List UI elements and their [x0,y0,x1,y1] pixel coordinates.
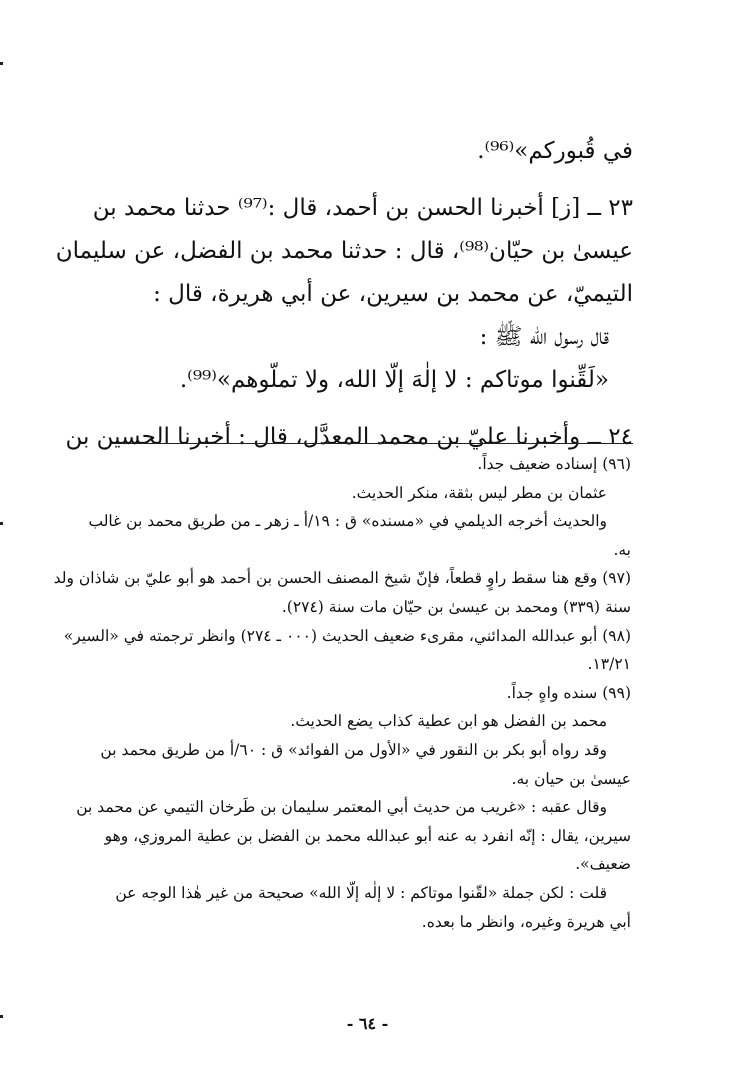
main-line: في قُبوركم»⁽⁹⁶⁾. [477,138,633,164]
footnotes [53,450,631,936]
page-number: - ٦٤ - [346,1014,389,1033]
footnote-96: (٩٦) إسناده ضعيف جداً. [477,455,631,473]
footnote-divider [113,443,633,444]
footnote-line: ١٣/٢١. [587,655,631,674]
hadith-quote: «لَقِّنوا موتاكم : لا إلٰهَ إلّا الله، ولا تملّوهم»⁽⁹⁹⁾. [179,367,609,393]
footnote-line: وقد رواه أبو بكر بن النقور في «الأول من الفوائد» ق : ٦٠/أ من طريق محمد بن [100,740,607,759]
footnote-line: أبي هريرة وغيره، وانظر ما بعده. [421,912,631,931]
main-line: التيميّ، عن محمد بن سيرين، عن أبي هريرة، قال : [153,281,633,307]
footnote-99: (٩٩) سنده واهٍ جداً. [506,683,631,702]
footnote-line: والحديث أخرجه الديلمي في «مسنده» ق : ١٩/أ ـ زهر ـ من طريق محمد بن غالب [88,512,607,531]
hadith-24-line: ٢٤ ــ وأخبرنا عليّ بن محمد المعدَّل، قال : أخبرنا الحسين بن [65,424,633,450]
main-line: عيسىٰ بن حيّان⁽⁹⁸⁾، قال : حدثنا محمد بن الفضل، عن سليمان [55,238,633,264]
footnote-line: به. [613,540,631,559]
hadith-23-line: ٢٣ ــ [ز] أخبرنا الحسن بن أحمد، قال :⁽⁹⁷⁾ حدثنا محمد بن [92,195,633,221]
footnote-line: قلت : لكن جملة «لقّنوا موتاكم : لا إلٰه إلّا الله» صحيحة من غير هٰذا الوجه عن [115,883,607,902]
scan-edge-mark [0,62,3,65]
main-text [55,130,633,459]
main-line: قال رسول الله ﷺ : [479,324,609,350]
footnote-line: سيرين، يقال : إنّه انفرد به عنه أبو عبدالله محمد بن الفضل بن عطية المروزي، وهو [104,826,631,845]
footnote-line: محمد بن الفضل هو ابن عطية كذاب يضع الحديث. [290,712,607,731]
footnote-line: ضعيف». [575,855,631,874]
footnote-line: وقال عقبه : «غريب من حديث أبي المعتمر سليمان بن طَرخان التيمي عن محمد بن [76,798,607,817]
footnote-line: عيسىٰ بن حيان به. [511,769,631,788]
footnote-line: سنة (٣٣٩) ومحمد بن عيسىٰ بن حيّان مات سنة (٢٧٤). [281,597,631,616]
footnote-98: (٩٨) أبو عبدالله المدائني، مقرىء ضعيف الحديث (٠٠٠ ـ ٢٧٤) وانظر ترجمته في «السير» [63,626,631,645]
footnote-line: عثمان بن مطر ليس بثقة، منكر الحديث. [351,483,607,502]
scan-edge-mark [0,522,3,525]
footnote-97: (٩٧) وقع هنا سقط راوٍ قطعاً، فإنّ شيخ المصنف الحسن بن أحمد هو أبو عليّ بن شاذان ولد [53,569,631,588]
